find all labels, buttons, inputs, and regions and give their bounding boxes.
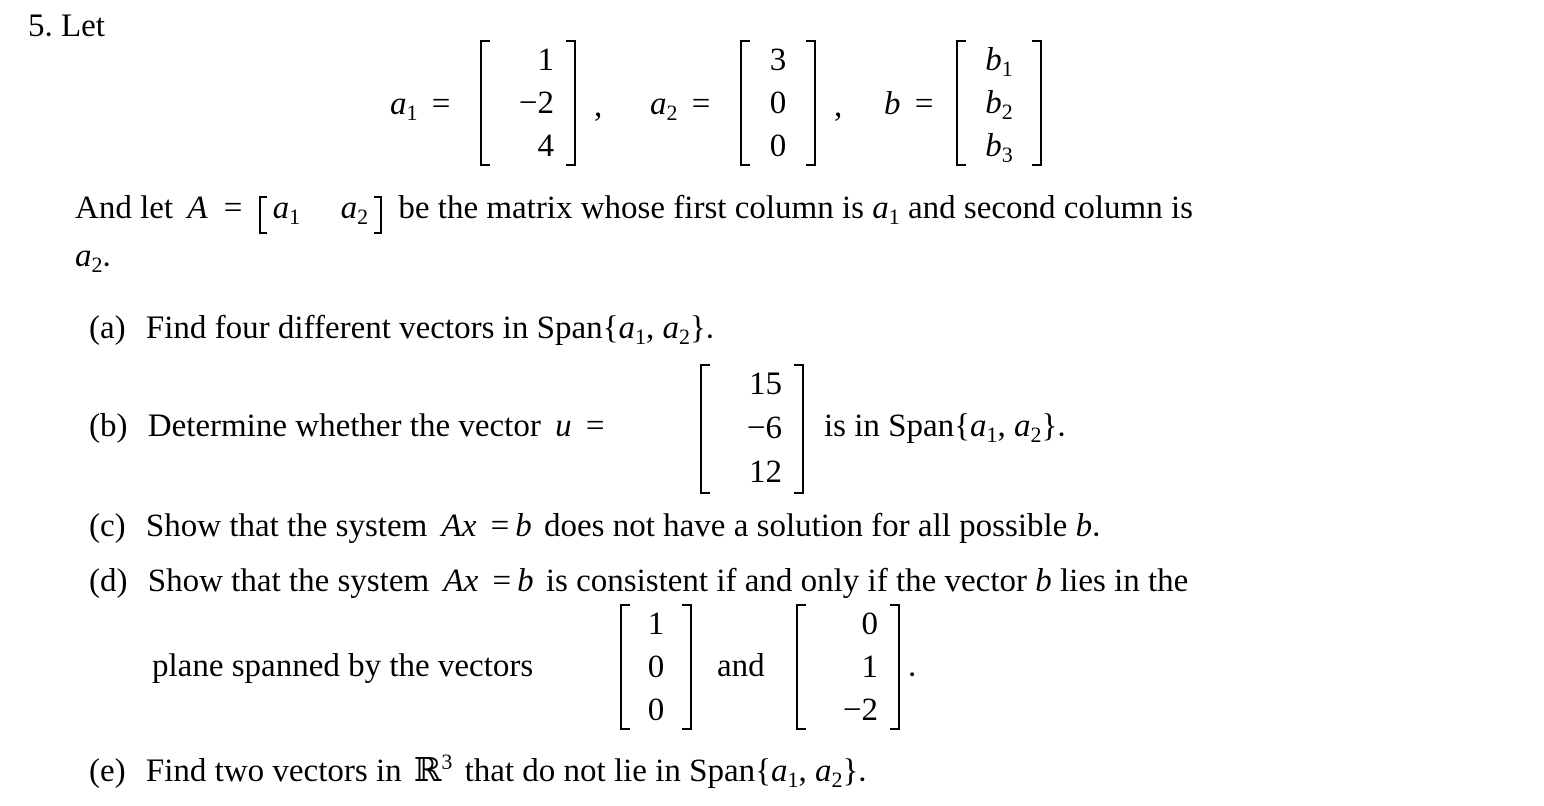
part-a: (a) Find four different vectors in $Span\{a_1$, $a_2$}. <box>89 310 715 349</box>
part-b-tail: is in $Span\{a_1$, $a_2$}. <box>824 408 1066 447</box>
u-entry: 15 <box>749 366 782 402</box>
part-b: (b) Determine whether the vector u = <box>89 408 605 444</box>
a1-vector <box>480 40 576 166</box>
inline-matrix-A: $a_1$ $a_2$ <box>259 192 383 228</box>
part-e: (e) Find two vectors in ℝ$^3$ that do not lie in $Span\{a_1$, $a_2$}. <box>89 749 867 792</box>
b-entry: $b_2$ <box>985 85 1013 124</box>
part-marker: (e) <box>89 753 126 789</box>
a2-entry: 0 <box>769 128 787 164</box>
part-marker: (d) <box>89 563 128 599</box>
a2-label: $a_2$ = <box>650 86 711 125</box>
b-entry: $b_3$ <box>985 128 1013 167</box>
vector-entry: 1 <box>861 649 878 685</box>
b-vector <box>956 40 1042 166</box>
and-word: and <box>717 648 765 684</box>
matrix-definition-line1: And let A = $a_1$ $a_2$ be the matrix whose first column is $a_1$ and second column is <box>75 192 1193 228</box>
real-numbers-symbol: ℝ <box>413 750 442 789</box>
vector-entry: 0 <box>647 692 665 728</box>
vector-entry: −2 <box>842 692 878 728</box>
b-entry: $b_1$ <box>985 42 1013 81</box>
plane-vector-2 <box>796 604 900 730</box>
comma: , <box>834 88 843 124</box>
u-vector <box>700 364 804 494</box>
problem-header <box>28 10 105 43</box>
part-marker: (b) <box>89 408 128 444</box>
a2-entry: 0 <box>769 85 787 121</box>
period: . <box>908 648 917 684</box>
vector-entry: 0 <box>647 649 665 685</box>
a1-entry: 4 <box>537 128 554 164</box>
u-entry: −6 <box>746 410 782 446</box>
plane-vector-1 <box>620 604 692 730</box>
vector-entry: 0 <box>861 606 878 642</box>
a1-entry: −2 <box>518 85 554 121</box>
a2-entry: 3 <box>769 42 787 78</box>
vector-entry: 1 <box>647 606 665 642</box>
part-marker: (a) <box>89 310 126 346</box>
part-d-line2: plane spanned by the vectors <box>152 648 534 684</box>
part-d: (d) Show that the system Ax = b is consistent if and only if the vector b lies in the <box>89 563 1189 599</box>
a1-label: $a_1$ = <box>390 86 451 125</box>
b-label: b = <box>884 86 934 122</box>
a1-entry: 1 <box>537 42 554 78</box>
part-c: (c) Show that the system Ax = b does not have a solution for all possible b. <box>89 508 1101 544</box>
a2-vector <box>740 40 816 166</box>
intro-word: Let <box>61 8 105 44</box>
problem-number: 5. <box>28 8 53 44</box>
matrix-definition-line2: $a_2$. <box>75 238 111 277</box>
u-entry: 12 <box>749 454 782 490</box>
part-marker: (c) <box>89 508 126 544</box>
comma: , <box>594 88 603 124</box>
